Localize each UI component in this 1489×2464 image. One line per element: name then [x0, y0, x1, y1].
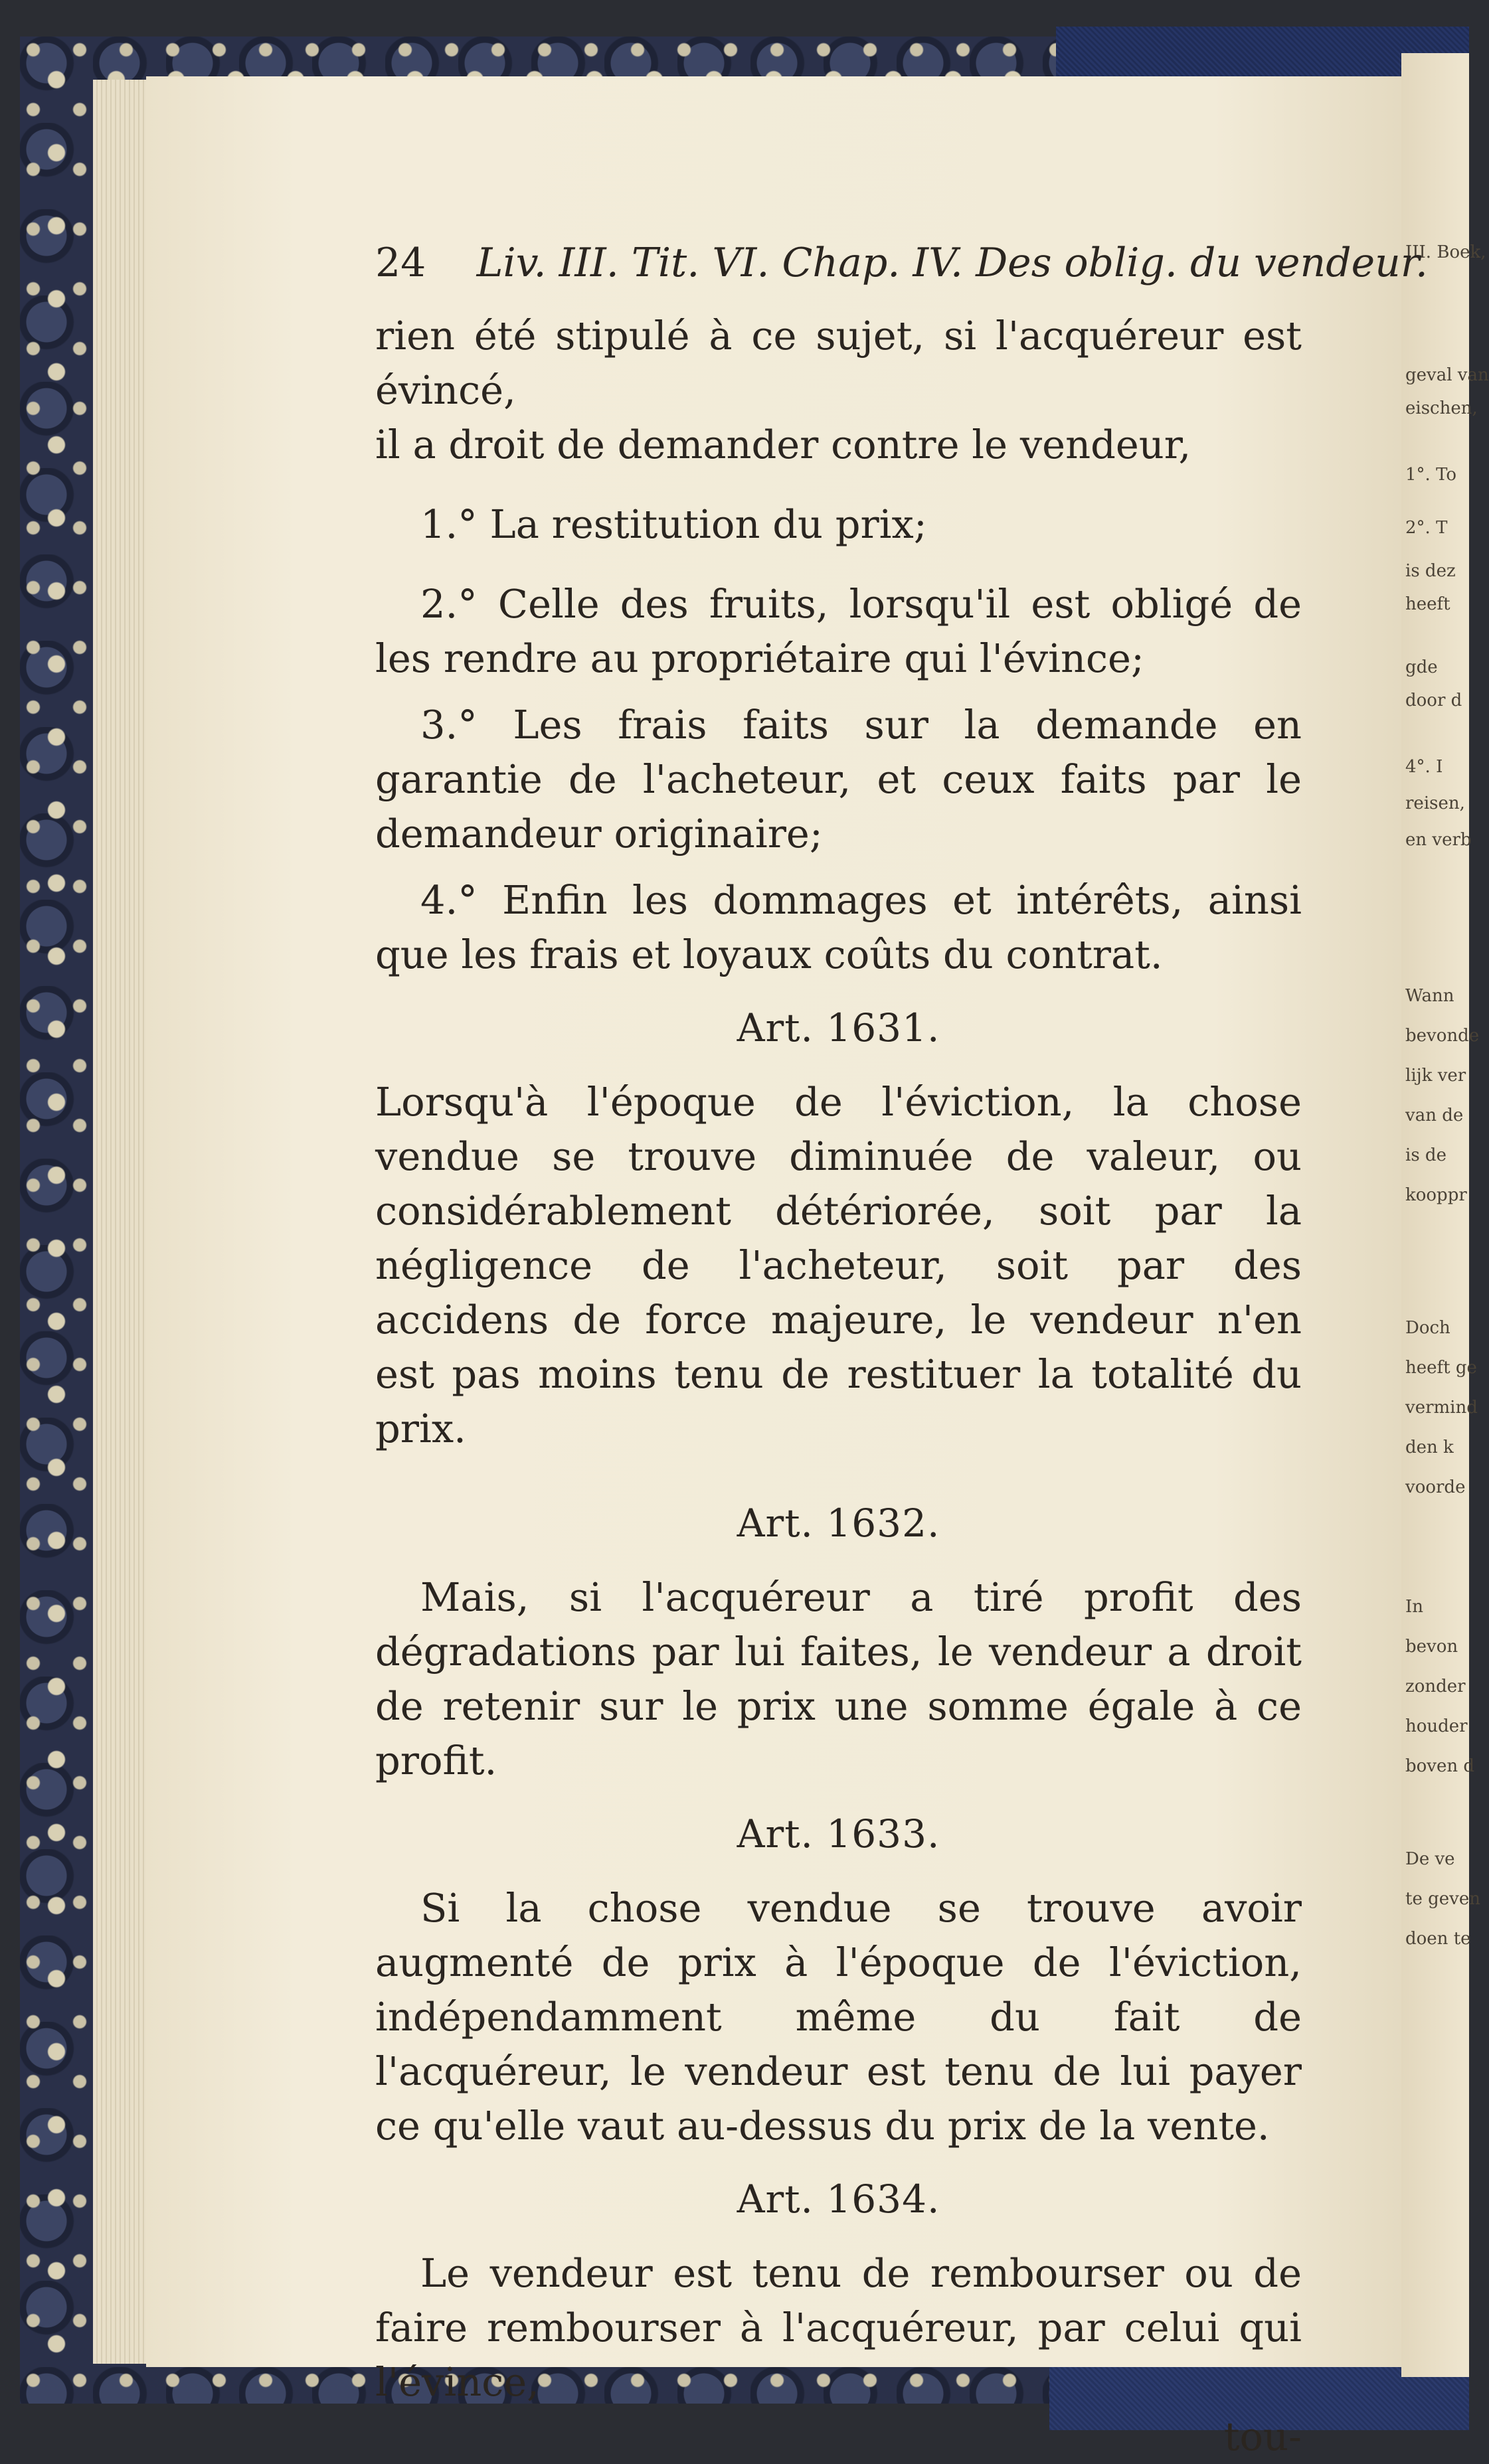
article-heading: Art. 1634.	[737, 2177, 940, 2222]
article-text: Lorsqu'à l'époque de l'éviction, la chose vendue se trouve diminuée de valeur, ou considérablement détériorée, soit par la négligence de l'acheteur, soit par des accidens de force majeure, le vendeur n'en est pas moins tenu de restituer la totalité du prix.	[375, 1079, 1302, 1451]
facing-line: heeft ge	[1405, 1358, 1477, 1378]
facing-line: boven d	[1405, 1756, 1475, 1776]
facing-line: eischen,	[1405, 398, 1478, 418]
facing-line: door d	[1405, 691, 1462, 710]
facing-line: houder	[1405, 1716, 1468, 1736]
list-item: 1.° La restitution du prix;	[420, 501, 927, 547]
article-text: Mais, si l'acquéreur a tiré profit des dégradations par lui faites, le vendeur a droit de retenir sur le prix une somme égale à ce profit.	[375, 1574, 1302, 1783]
list-item: 2.° Celle des fruits, lorsqu'il est obligé de les rendre au propriétaire qui l'évince;	[375, 581, 1302, 681]
facing-line: den k	[1405, 1437, 1454, 1457]
facing-line: is de	[1405, 1145, 1446, 1165]
facing-line: doen te	[1405, 1929, 1471, 1949]
facing-line: reisen,	[1405, 793, 1465, 813]
facing-page	[1401, 53, 1489, 2377]
running-title: Liv. III. Tit. VI. Chap. IV. Des oblig. du vendeur.	[476, 240, 1428, 286]
facing-line: bevonde	[1405, 1026, 1480, 1046]
facing-line: In	[1405, 1597, 1424, 1617]
facing-line: De ve	[1405, 1849, 1455, 1869]
facing-line: en verb	[1405, 830, 1472, 850]
paragraph-line: rien été stipulé à ce sujet, si l'acquéreur est évincé,	[375, 313, 1302, 413]
page-number: 24	[375, 240, 426, 286]
facing-line: van de	[1405, 1106, 1464, 1125]
facing-line: 1°. To	[1405, 465, 1457, 485]
facing-line: III. Boek,	[1405, 242, 1486, 262]
facing-line: te geven	[1405, 1889, 1480, 1909]
article-heading: Art. 1631.	[737, 1005, 940, 1050]
facing-line: bevon	[1405, 1637, 1458, 1657]
facing-line: voorde	[1405, 1477, 1466, 1497]
catchword: tou-	[1223, 2414, 1302, 2459]
article-text: Le vendeur est tenu de rembourser ou de faire rembourser à l'acquéreur, par celui qui l'évince,	[375, 2250, 1302, 2405]
page-edges	[93, 80, 153, 2364]
facing-line: 4°. I	[1405, 757, 1443, 777]
list-item: 3.° Les frais faits sur la demande en garantie de l'acheteur, et ceux faits par le demandeur originaire;	[375, 702, 1302, 857]
facing-line: gde	[1405, 657, 1438, 677]
paragraph-line: il a droit de demander contre le vendeur,	[375, 422, 1191, 467]
facing-line: Wann	[1405, 986, 1454, 1006]
article-heading: Art. 1632.	[737, 1501, 940, 1546]
facing-line: Doch	[1405, 1318, 1450, 1338]
facing-line: is dez	[1405, 561, 1456, 581]
list-item: 4.° Enfin les dommages et intérêts, ainsi que les frais et loyaux coûts du contrat.	[375, 877, 1302, 977]
facing-line: lijk ver	[1405, 1066, 1466, 1086]
facing-line: geval van	[1405, 365, 1489, 385]
facing-line: kooppr	[1405, 1185, 1467, 1205]
facing-line: vermind	[1405, 1398, 1478, 1418]
running-header	[375, 236, 1428, 309]
facing-line: 2°. T	[1405, 518, 1448, 538]
facing-line: heeft	[1405, 594, 1450, 614]
facing-line: zonder	[1405, 1677, 1466, 1696]
article-text: Si la chose vendue se trouve avoir augmenté de prix à l'époque de l'éviction, indépendamment même du fait de l'acquéreur, le vendeur est tenu de lui payer ce qu'elle vaut au-dessus du prix de la vente.	[375, 1885, 1302, 2149]
article-heading: Art. 1633.	[737, 1811, 940, 1856]
